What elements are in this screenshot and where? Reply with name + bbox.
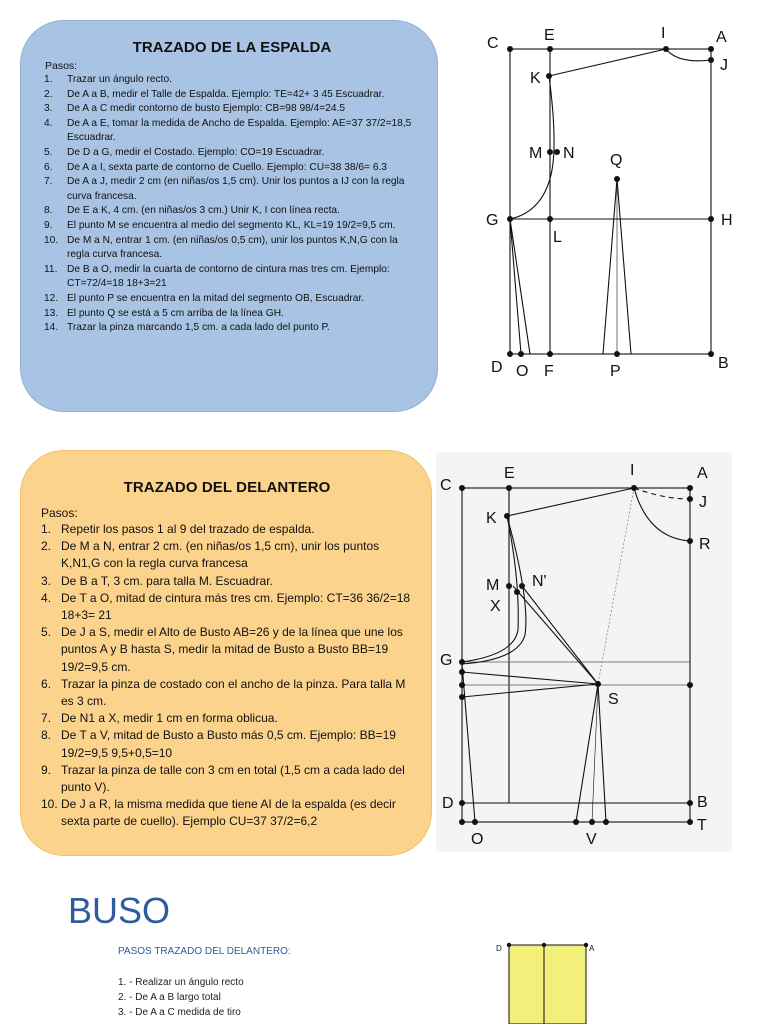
point-x [514, 589, 520, 595]
point-c [507, 46, 513, 52]
label-l: L [553, 229, 562, 246]
point-j [687, 496, 693, 502]
point-p [614, 351, 620, 357]
point-dart-bottom [459, 694, 465, 700]
point-side [459, 682, 465, 688]
list-item: 3. - De A a C medida de tiro [118, 1007, 241, 1018]
list-item: 1. Repetir los pasos 1 al 9 del trazado de espalda. [41, 522, 315, 536]
buso-subtitle: PASOS TRAZADO DEL DELANTERO: [118, 946, 291, 957]
label-o: O [471, 831, 484, 848]
point-m [547, 149, 553, 155]
label-g: G [440, 652, 453, 669]
label-r: R [699, 536, 711, 553]
espalda-pattern-diagram [470, 20, 750, 390]
label-e: E [544, 27, 555, 44]
dart-left [603, 179, 617, 354]
point-k [546, 73, 552, 79]
list-item: 4. De T a O, mitad de cintura más tres cm. Ejemplo: CT=36 36/2=18 18+3= 21 [41, 590, 411, 623]
point-k [504, 513, 510, 519]
label-m: M [486, 577, 500, 594]
label-c: C [487, 35, 499, 52]
buso-yellow-block [509, 945, 586, 1024]
point-f [547, 351, 553, 357]
point-o [472, 819, 478, 825]
point-j [708, 57, 714, 63]
point-i [631, 485, 637, 491]
list-item: 3. De A a C medir contorno de busto Ejemplo: CB=98 98/4=24.5 [44, 103, 346, 115]
delantero-title: TRAZADO DEL DELANTERO [123, 479, 331, 496]
label-d: D [491, 359, 503, 376]
label-b: B [718, 355, 729, 372]
point-v [589, 819, 595, 825]
side-line-1 [510, 219, 521, 354]
point-a [708, 46, 714, 52]
label-b: B [697, 794, 708, 811]
point-t [687, 819, 693, 825]
point-dart-top [459, 669, 465, 675]
list-item: 7. De A a J, medir 2 cm (en niñas/os 1,5 cm). Unir los puntos a IJ con la regla curva francesa. [44, 176, 405, 202]
label-q: Q [610, 152, 623, 169]
label-n: N [563, 145, 575, 162]
point-mid [542, 943, 546, 947]
point-d [507, 943, 511, 947]
point-g [507, 216, 513, 222]
buso-pattern-diagram [490, 938, 602, 1024]
label-i: I [661, 25, 666, 42]
point-e [547, 46, 553, 52]
list-item: 13. El punto Q se está a 5 cm arriba de la línea GH. [44, 307, 284, 319]
label-j: J [720, 57, 728, 74]
diagram-background [436, 452, 732, 852]
delantero-steps-list [41, 521, 413, 831]
espalda-pasos-label: Pasos: [45, 60, 78, 72]
list-item: 8. De E a K, 4 cm. (en niñas/os 3 cm.) Unir K, I con línea recta. [44, 205, 340, 217]
label-s: S [608, 691, 619, 708]
line-ki [549, 49, 666, 76]
point-b [687, 800, 693, 806]
list-item: 6. Trazar la pinza de costado con el ancho de la pinza. Para talla M es 3 cm. [41, 676, 406, 709]
buso-steps-list [118, 975, 244, 1020]
label-h: H [721, 212, 733, 229]
point-l [547, 216, 553, 222]
point-c [459, 485, 465, 491]
list-item: 10. De M a N, entrar 1 cm. (en niñas/os 0,5 cm), unir los puntos K,N,G con la regla curva francesa. [44, 234, 398, 261]
point-b [708, 351, 714, 357]
label-t: T [697, 817, 707, 834]
point-e [506, 485, 512, 491]
label-a: A [697, 465, 708, 482]
delantero-pattern-diagram [436, 452, 732, 852]
point-i [663, 46, 669, 52]
list-item: 1. - Realizar un ángulo recto [118, 977, 244, 988]
label-x: X [490, 598, 501, 615]
list-item: 9. El punto M se encuentra al medio del segmento KL, KL=19 19/2=9,5 cm. [44, 219, 396, 231]
list-item: 2. De M a N, entrar 2 cm. (en niñas/os 1,5 cm), unir los puntos K,N1,G con la regla curva francesa [41, 539, 380, 571]
point-a [687, 485, 693, 491]
point-r [687, 538, 693, 544]
curve-ij [666, 49, 711, 61]
point-g [459, 659, 465, 665]
point-o [518, 351, 524, 357]
list-item: 6. De A a I, sexta parte de contorno de Cuello. Ejemplo: CU=38 38/6= 6.3 [44, 161, 387, 173]
label-n1: N' [532, 573, 547, 590]
list-item: 12. El punto P se encuentra en la mitad del segmento OB, Escuadrar. [44, 292, 365, 304]
list-item: 2. - De A a B largo total [118, 992, 221, 1003]
label-v: V [586, 831, 597, 848]
point-n1 [519, 583, 525, 589]
label-f: F [544, 363, 554, 380]
list-item: 5. De J a S, medir el Alto de Busto AB=26 y de la línea que une los puntos A y B hasta S, medir la mitad de Busto a Busto BB=19 19/2=9,5 cm. [41, 625, 403, 674]
list-item: 10. De J a R, la misma medida que tiene AI de la espalda (es decir sexta parte de cuello). Ejemplo CU=37 37/2=6,2 [41, 797, 396, 829]
list-item: 9. Trazar la pinza de talle con 3 cm en total (1,5 cm a cada lado del punto V). [41, 762, 405, 795]
list-item: 11. De B a O, medir la cuarta de contorno de cintura mas tres cm. Ejemplo: CT=72/4=18 18+3=21 [44, 263, 390, 290]
point-v-right [603, 819, 609, 825]
label-o: O [516, 363, 529, 380]
label-d: D [496, 944, 502, 953]
point-right-s [687, 682, 693, 688]
point-n [554, 149, 560, 155]
point-s [595, 681, 601, 687]
espalda-frame [510, 49, 711, 354]
label-p: P [610, 363, 621, 380]
list-item: 5. De D a G, medir el Costado. Ejemplo: CO=19 Escuadrar. [44, 146, 325, 158]
point-m [506, 583, 512, 589]
label-m: M [529, 145, 543, 162]
delantero-card [20, 450, 432, 856]
delantero-pasos-label: Pasos: [41, 506, 78, 520]
espalda-title: TRAZADO DE LA ESPALDA [132, 39, 332, 56]
label-j: J [699, 494, 707, 511]
point-bottom-left [459, 819, 465, 825]
label-e: E [504, 465, 515, 482]
list-item: 8. De T a V, mitad de Busto a Busto más 0,5 cm. Ejemplo: BB=19 19/2=9,5 9,5+0,5=10 [41, 728, 396, 760]
dart-right [617, 179, 631, 354]
point-a [584, 943, 588, 947]
list-item: 14. Trazar la pinza marcando 1,5 cm. a cada lado del punto P. [44, 322, 330, 334]
point-d [507, 351, 513, 357]
list-item: 2. De A a B, medir el Talle de Espalda. Ejemplo: TE=42+ 3 45 Escuadrar. [44, 88, 385, 100]
label-g: G [486, 212, 499, 229]
label-c: C [440, 477, 452, 494]
list-item: 3. De B a T, 3 cm. para talla M. Escuadrar. [41, 573, 273, 588]
point-q [614, 176, 620, 182]
point-v-left [573, 819, 579, 825]
label-a: A [589, 944, 595, 953]
label-a: A [716, 29, 727, 46]
buso-title: BUSO [68, 890, 171, 931]
label-d: D [442, 795, 454, 812]
label-k: K [486, 510, 497, 527]
point-h [708, 216, 714, 222]
espalda-steps-list [45, 73, 419, 336]
espalda-card [20, 20, 438, 412]
label-k: K [530, 70, 541, 87]
list-item: 7. De N1 a X, medir 1 cm en forma oblicua. [41, 711, 278, 726]
label-i: I [630, 462, 635, 479]
side-line-2 [510, 219, 530, 354]
list-item: 1. Trazar un ángulo recto. [44, 74, 172, 85]
list-item: 4. De A a E, tomar la medida de Ancho de Espalda. Ejemplo: AE=37 37/2=18,5 Escuadrar. [44, 117, 412, 144]
point-d [459, 800, 465, 806]
